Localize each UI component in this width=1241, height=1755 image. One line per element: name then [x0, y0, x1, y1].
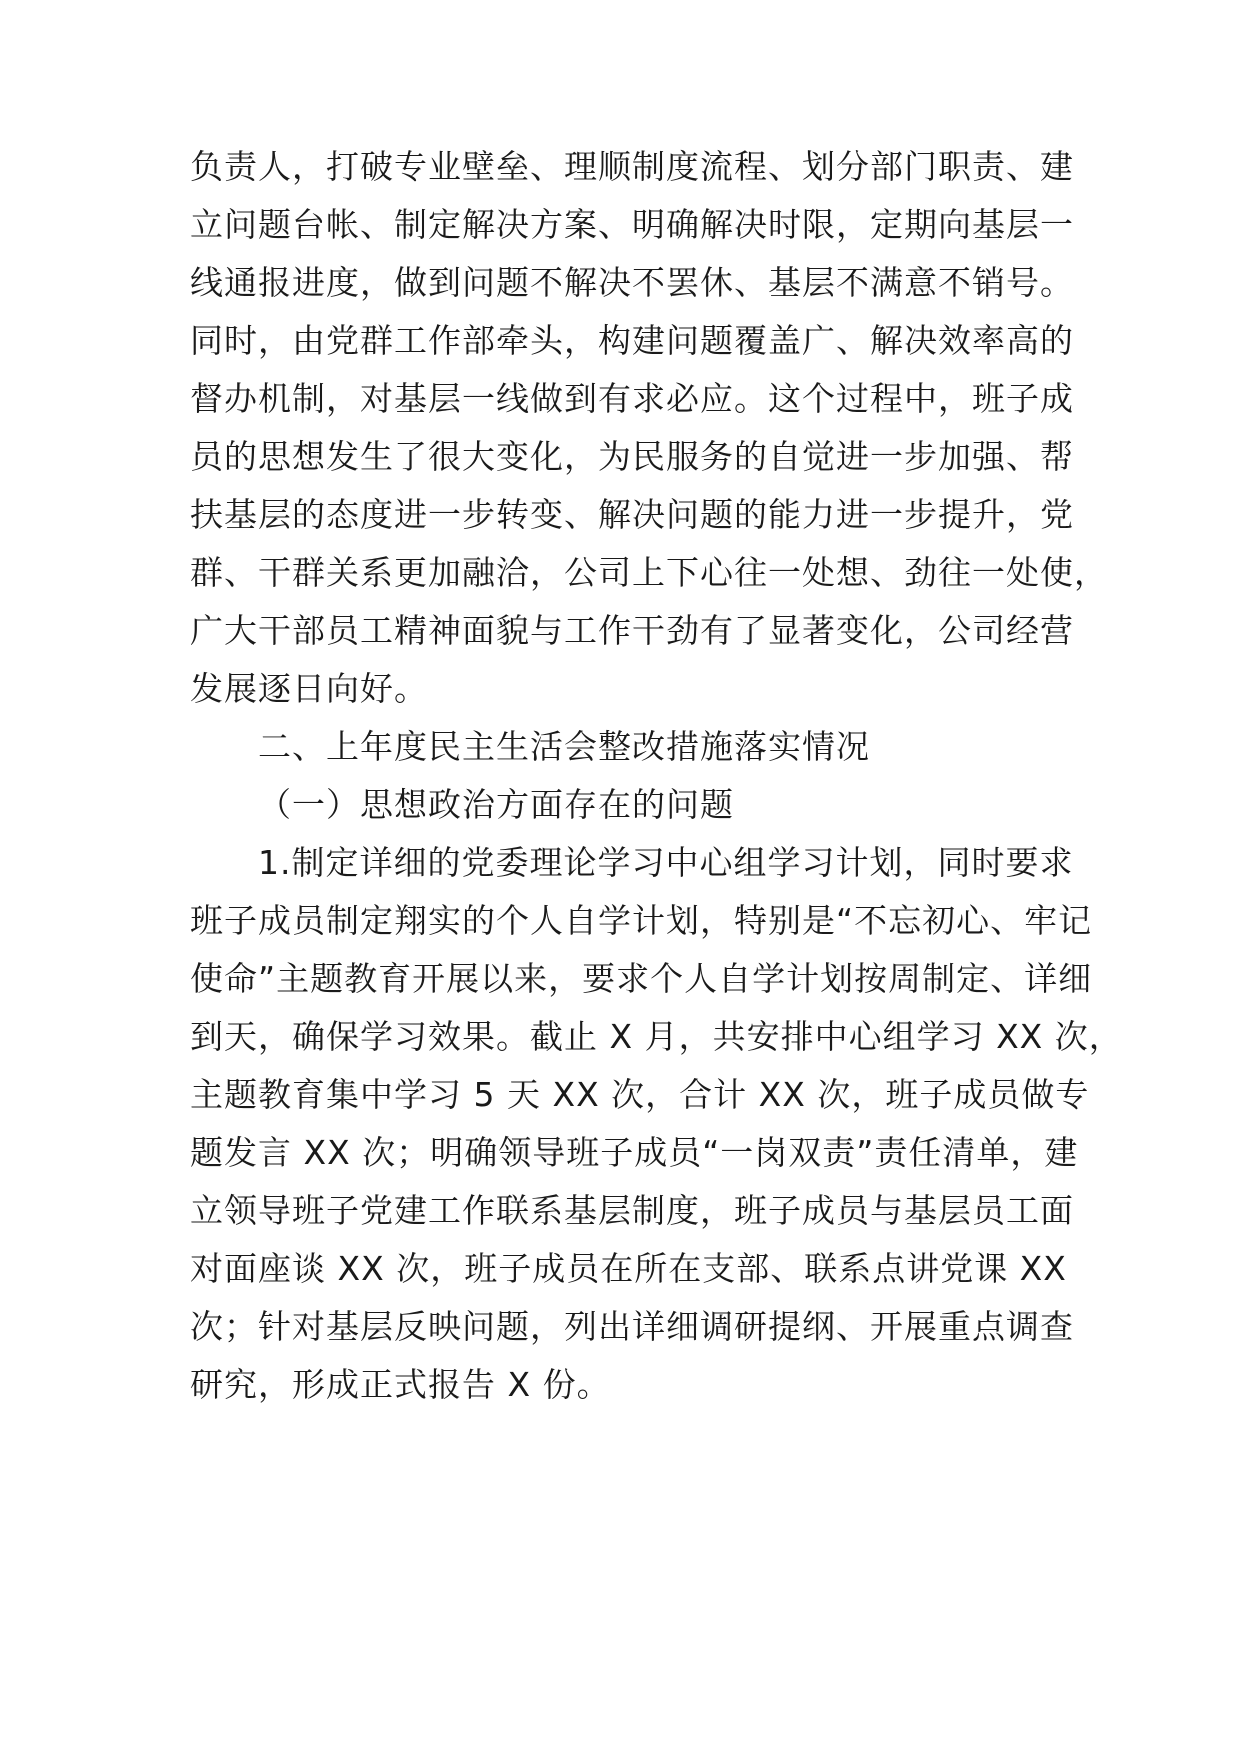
body-text-line: 发展逐日向好。: [190, 669, 428, 708]
body-text-line: 题发言 XX 次；明确领导班子成员“一岗双责”责任清单，建: [190, 1133, 1079, 1172]
body-text-line: 到天，确保学习效果。截止 X 月，共安排中心组学习 XX 次，: [190, 1017, 1123, 1056]
body-text-line: 负责人，打破专业壁垒、理顺制度流程、划分部门职责、建: [190, 147, 1074, 186]
body-text-line: 扶基层的态度进一步转变、解决问题的能力进一步提升，党: [190, 495, 1074, 534]
body-text-line: 同时，由党群工作部牵头，构建问题覆盖广、解决效率高的: [190, 321, 1074, 360]
body-text-line: 研究，形成正式报告 X 份。: [190, 1365, 611, 1404]
body-text-line: 立问题台帐、制定解决方案、明确解决时限，定期向基层一: [190, 205, 1074, 244]
body-text-line: 班子成员制定翔实的个人自学计划，特别是“不忘初心、牢记: [190, 901, 1093, 940]
body-text-line: 对面座谈 XX 次，班子成员在所在支部、联系点讲党课 XX: [190, 1249, 1067, 1288]
body-text-line: 立领导班子党建工作联系基层制度，班子成员与基层员工面: [190, 1191, 1074, 1230]
body-text-line: 次；针对基层反映问题，列出详细调研提纲、开展重点调查: [190, 1307, 1074, 1346]
body-text-line: 广大干部员工精神面貌与工作干劲有了显著变化，公司经营: [190, 611, 1074, 650]
body-text-line: 线通报进度，做到问题不解决不罢休、基层不满意不销号。: [190, 263, 1074, 302]
body-text-line: 督办机制，对基层一线做到有求必应。这个过程中，班子成: [190, 379, 1074, 418]
body-text-line: 主题教育集中学习 5 天 XX 次，合计 XX 次，班子成员做专: [190, 1075, 1090, 1114]
body-text-line: 1.制定详细的党委理论学习中心组学习计划，同时要求: [258, 843, 1074, 882]
body-text-line: 使命”主题教育开展以来，要求个人自学计划按周制定、详细: [190, 959, 1093, 998]
section-heading: 二、上年度民主生活会整改措施落实情况: [258, 727, 870, 766]
subsection-heading: （一）思想政治方面存在的问题: [258, 785, 734, 824]
body-text-line: 员的思想发生了很大变化，为民服务的自觉进一步加强、帮: [190, 437, 1074, 476]
body-text-line: 群、干群关系更加融洽，公司上下心往一处想、劲往一处使，: [190, 553, 1108, 592]
